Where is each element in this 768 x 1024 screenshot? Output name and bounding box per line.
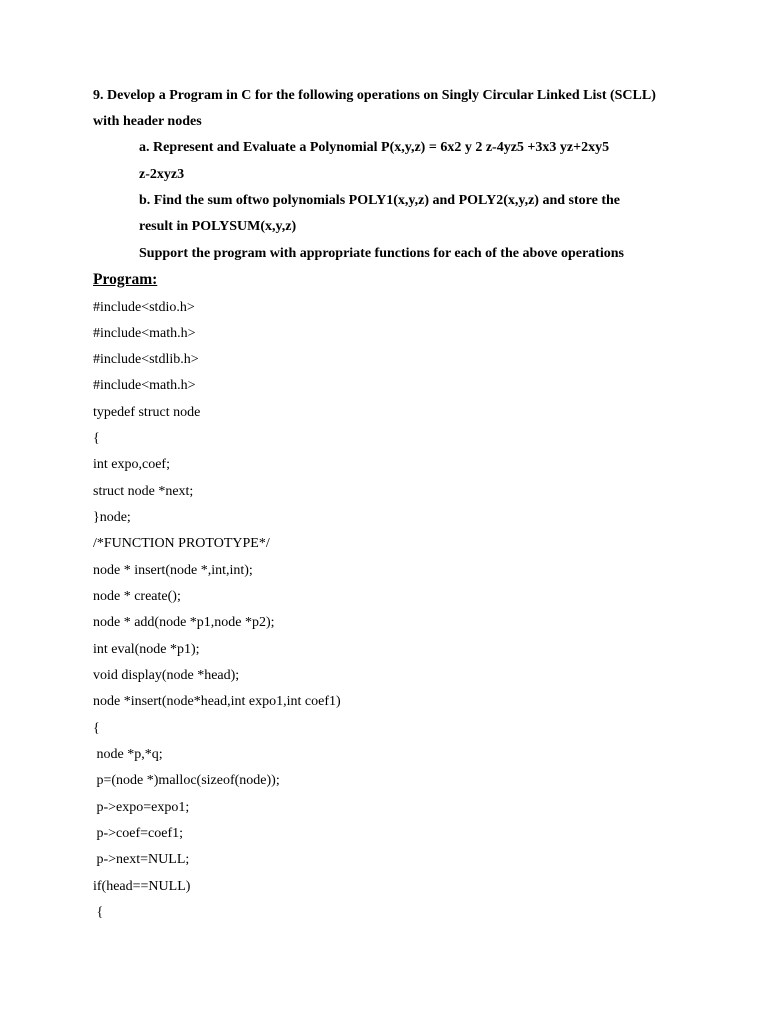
code-line: #include<stdio.h> [93,300,195,315]
code-line: /*FUNCTION PROTOTYPE*/ [93,536,270,551]
code-line: p=(node *)malloc(sizeof(node)); [93,773,280,788]
code-line: struct node *next; [93,484,194,499]
code-line: #include<math.h> [93,326,196,341]
part-b-line-2: result in POLYSUM(x,y,z) [139,219,297,234]
code-line: void display(node *head); [93,668,240,683]
code-line: node * add(node *p1,node *p2); [93,615,275,630]
question-title-line-2: with header nodes [93,114,202,129]
support-line: Support the program with appropriate functions for each of the above operations [139,246,624,261]
code-line: p->expo=expo1; [93,800,190,815]
code-line: node *insert(node*head,int expo1,int coef1) [93,694,341,709]
code-line: if(head==NULL) [93,879,191,894]
code-line: #include<stdlib.h> [93,352,199,367]
code-line: p->coef=coef1; [93,826,184,841]
code-line: typedef struct node [93,405,201,420]
part-b-line-1: b. Find the sum oftwo polynomials POLY1(x,y,z) and POLY2(x,y,z) and store the [139,193,620,208]
code-line: p->next=NULL; [93,852,190,867]
code-line: int expo,coef; [93,457,170,472]
code-line: }node; [93,510,131,525]
code-line: node * create(); [93,589,181,604]
part-a-line-2: z-2xyz3 [139,167,185,182]
question-title-line-1: 9. Develop a Program in C for the following operations on Singly Circular Linked List (SCLL) [93,88,656,103]
code-line: node *p,*q; [93,747,163,762]
code-line: { [93,431,100,446]
code-line: #include<math.h> [93,378,196,393]
code-line: int eval(node *p1); [93,642,200,657]
code-line: { [93,905,104,920]
code-line: node * insert(node *,int,int); [93,563,253,578]
program-heading: Program: [93,271,158,288]
code-line: { [93,721,100,736]
part-a-line-1: a. Represent and Evaluate a Polynomial P(x,y,z) = 6x2 y 2 z-4yz5 +3x3 yz+2xy5 [139,140,610,155]
